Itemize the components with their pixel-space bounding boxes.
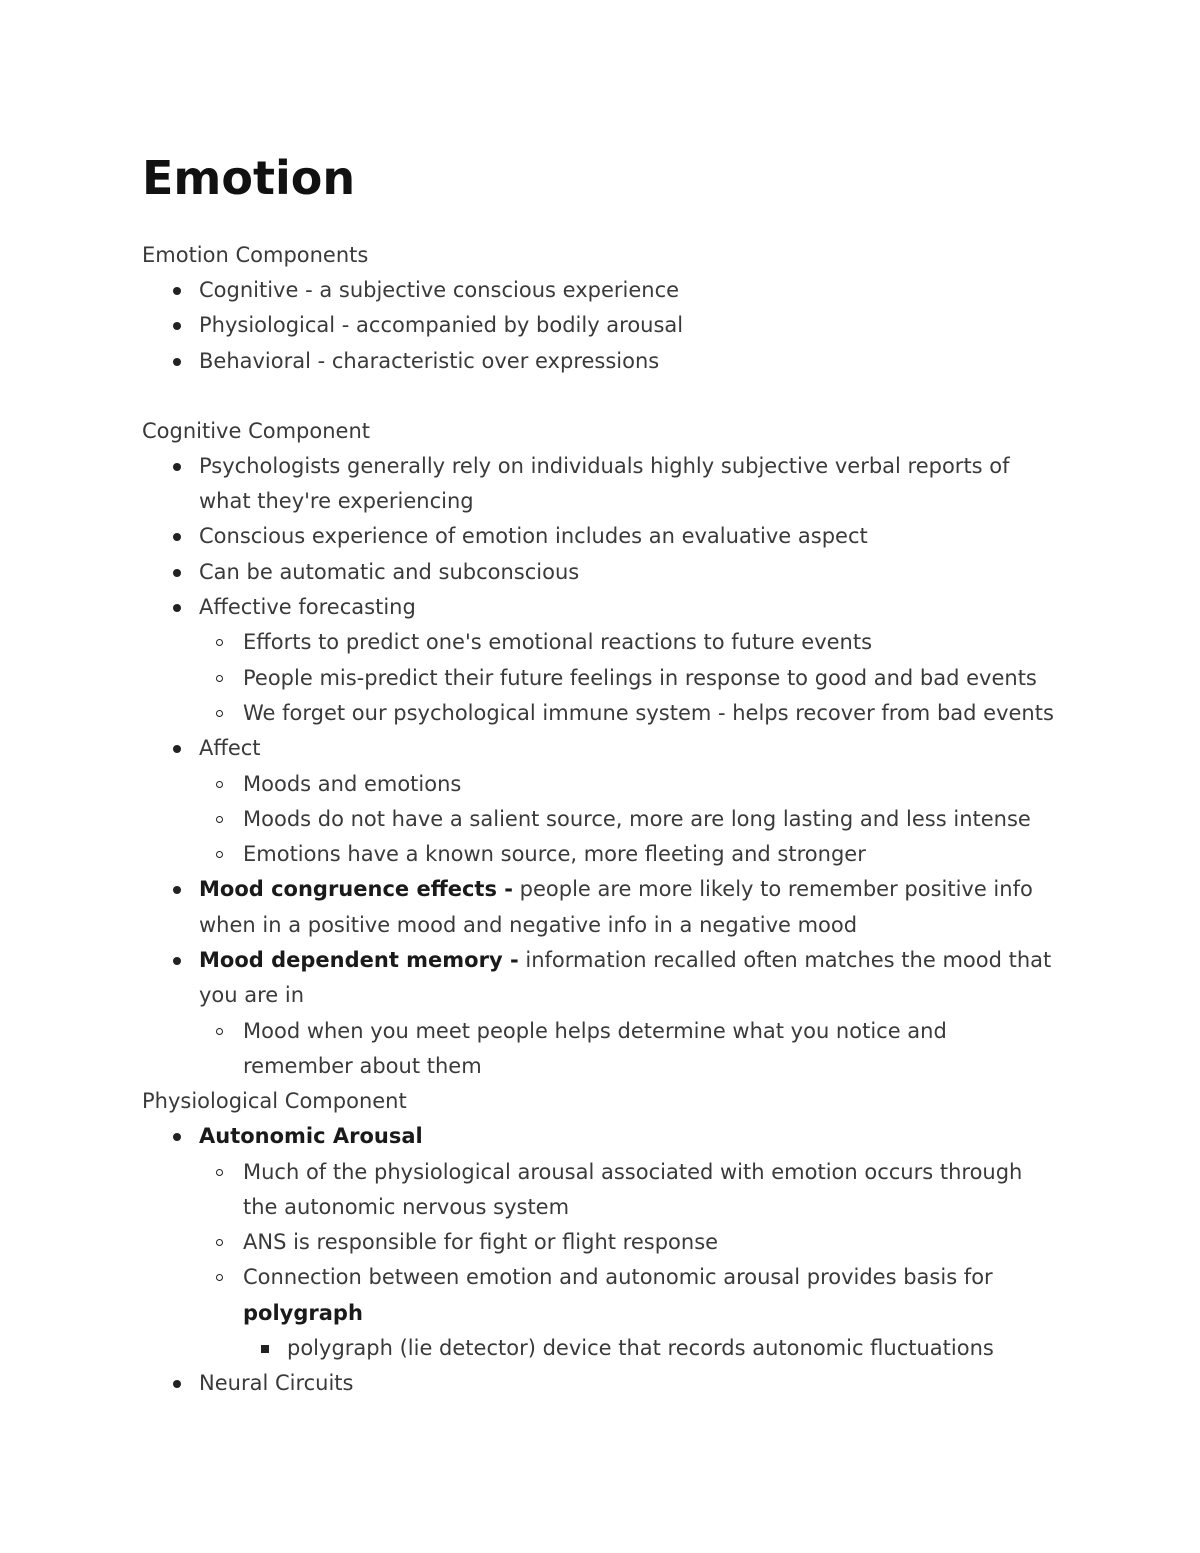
page-title: Emotion (142, 151, 356, 205)
sublist-item: Emotions have a known source, more fleeting and stronger (142, 837, 1057, 872)
cognitive-list (142, 449, 1057, 1084)
bullet-circle-icon (216, 781, 223, 788)
bullet-disc-icon (173, 604, 181, 612)
list-item: Mood congruence effects - people are more likely to remember positive info when in a positive mood and negative info in a negative mood (142, 872, 1057, 943)
list-item: Mood dependent memory - information recalled often matches the mood that you are in Mood when you meet people helps determine what you notice and remember about them (142, 943, 1057, 1084)
section-heading-physiological: Physiological Component (142, 1089, 407, 1114)
bullet-disc-icon (173, 957, 181, 965)
list-item (142, 1119, 1057, 1366)
sublist-item: Mood when you meet people helps determine what you notice and remember about them (142, 1014, 1057, 1085)
bullet-square-icon (261, 1345, 269, 1353)
bullet-disc-icon (173, 287, 181, 295)
bullet-disc-icon (173, 745, 181, 753)
list-item: Psychologists generally rely on individuals highly subjective verbal reports of what they're experiencing (142, 449, 1057, 520)
bullet-disc-icon (173, 1380, 181, 1388)
emotion-components-list (142, 273, 1057, 379)
term-polygraph: polygraph (243, 1300, 363, 1325)
list-item: Cognitive - a subjective conscious experience (142, 273, 1057, 308)
bullet-disc-icon (173, 358, 181, 366)
sublist-item: Efforts to predict one's emotional reactions to future events (142, 625, 1057, 660)
bullet-disc-icon (173, 533, 181, 541)
term-mood-congruence: Mood congruence effects - (199, 877, 513, 902)
sublist-item: Moods do not have a salient source, more are long lasting and less intense (142, 802, 1057, 837)
bullet-circle-icon (216, 1169, 223, 1176)
list-item: Affective forecasting Efforts to predict one's emotional reactions to future events People mis-predict their future feelings in response to good and bad events We forget our psychological immune system - helps recover from bad events (142, 590, 1057, 731)
document-page (142, 148, 1057, 1402)
bullet-disc-icon (173, 322, 181, 330)
list-item: Neural Circuits (142, 1366, 1057, 1401)
bullet-circle-icon (216, 816, 223, 823)
bullet-disc-icon (173, 1133, 181, 1141)
list-item: Conscious experience of emotion includes an evaluative aspect (142, 519, 1057, 554)
list-item: Affect Moods and emotions Moods do not have a salient source, more are long lasting and less intense Emotions have a known source, more fleeting and stronger (142, 731, 1057, 872)
bullet-circle-icon (216, 1239, 223, 1246)
sublist-item: polygraph (lie detector) device that records autonomic fluctuations (142, 1331, 1057, 1366)
sublist-item: ANS is responsible for fight or flight response (142, 1225, 1057, 1260)
term-autonomic-arousal: Autonomic Arousal (199, 1124, 423, 1149)
list-item: Behavioral - characteristic over expressions (142, 344, 1057, 379)
sublist-item: We forget our psychological immune system - helps recover from bad events (142, 696, 1057, 731)
autonomic-arousal-sublist (142, 1155, 1057, 1367)
physiological-list (142, 1119, 1057, 1401)
affect-sublist (142, 767, 1057, 873)
list-item: Can be automatic and subconscious (142, 555, 1057, 590)
mood-dependent-sublist (142, 1014, 1057, 1085)
term-mood-dependent-memory: Mood dependent memory - (199, 948, 519, 973)
bullet-circle-icon (216, 639, 223, 646)
sublist-item: People mis-predict their future feelings in response to good and bad events (142, 661, 1057, 696)
section-heading-cognitive: Cognitive Component (142, 418, 370, 443)
bullet-circle-icon (216, 1028, 223, 1035)
bullet-circle-icon (216, 1274, 223, 1281)
bullet-circle-icon (216, 851, 223, 858)
bullet-disc-icon (173, 463, 181, 471)
sublist-item: Moods and emotions (142, 767, 1057, 802)
bullet-circle-icon (216, 675, 223, 682)
sublist-item: Connection between emotion and autonomic arousal provides basis for polygraph polygraph (lie detector) device that records autonomic fluctuations (142, 1260, 1057, 1366)
bullet-disc-icon (173, 569, 181, 577)
bullet-disc-icon (173, 886, 181, 894)
affective-forecasting-sublist (142, 625, 1057, 731)
list-item: Physiological - accompanied by bodily arousal (142, 308, 1057, 343)
section-heading-emotion-components: Emotion Components (142, 243, 369, 267)
sublist-item: Much of the physiological arousal associated with emotion occurs through the autonomic nervous system (142, 1155, 1057, 1226)
bullet-circle-icon (216, 710, 223, 717)
polygraph-sublist (142, 1331, 1057, 1366)
